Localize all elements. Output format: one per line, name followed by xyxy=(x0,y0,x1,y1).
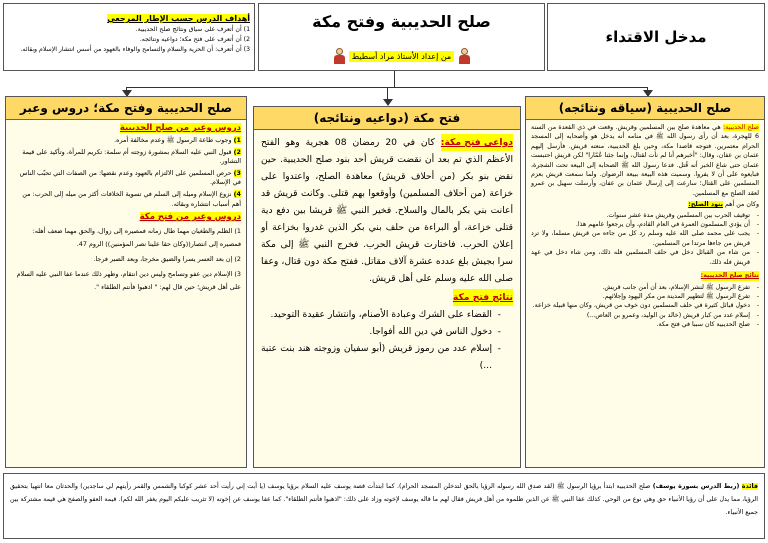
lesson-goals-box xyxy=(3,3,255,71)
list-item: - توقيف الحرب بين المسلمين وقريش مدة عشر سنوات. xyxy=(531,211,759,220)
list-item: - من شاء من القبائل دخل في حلف المسلمين فله ذلك، ومن شاء دخل في عهد قريش فله ذلك. xyxy=(531,248,759,267)
lesson-title: صلح الحديبية وفتح مكة xyxy=(312,12,491,31)
list-item: - دخول الناس في دين الله أفواجا. xyxy=(261,323,501,340)
connector-line xyxy=(394,71,395,87)
prepared-by: من إعداد الأستاذ مراد أسطيط xyxy=(349,51,454,62)
lesson-item: 3) حرص المسلمين على الالتزام بالعهود وعدم نقضها: من الصفات التي تحبّب الناس في الإسلام. xyxy=(19,168,241,187)
lesson-intro-label: مدخل الاقتداء xyxy=(605,28,707,46)
lesson-item: 4) نزوع الإسلام وميله إلى السلم في تسوية الخلافات أكثر من ميله إلى الحرب: من أهم أسباب انتشاره وبقائه. xyxy=(22,189,241,208)
list-item: - أن يؤدي المسلمون العمرة في العام القادم، وأن يرجعوا عامهم هذا. xyxy=(531,220,759,229)
goal-item: 2) أن أتعرف على فتح مكة؛ دواعيه ونتائجه. xyxy=(139,36,250,43)
lesson-intro-box xyxy=(547,3,765,71)
lesson-title-box xyxy=(258,3,545,71)
causes-text: كان في 20 رمضان 08 هجرية وهو الفتح الأعظم الذي تم بعد أن نقضت قريش أحد بنود صلح الحديبية. حين نقض بنو بكر (من أحلاف قريش) معاهدة الصلح، واعتدوا على خزاعة (من أحلاف المسلمين) وأوقعوا بهم قتلى. وكانت قريش قد أعانت بني بكر بالمال والسلاح. فخير النبي ﷺ قريشا بين دفع دية قتلى خزاعة، أو البراءة من حلف بني بكر الذين غدروا بخزاعة أو إعلان الحرب. فاختارت قريش الحرب. فخرج النبي ﷺ إلى مكة سرا بجيش بلغ عدده عشرة آلاف مقاتل. ففتح مكة دون قتال، وعفا صلى الله عليه وسلم على أهل قريش. xyxy=(261,137,513,284)
conquest-results-label: نتائج فتح مكة xyxy=(453,289,513,306)
list-item: - صلح الحديبية كان سببا في فتح مكة. xyxy=(531,320,759,329)
conquest-results-list xyxy=(261,306,513,374)
conquest-column xyxy=(253,106,521,468)
teacher-avatar-icon xyxy=(458,48,470,64)
list-item: - إسلام عدد من رموز قريش (أبو سفيان وزوجته هند بنت عتبة ...) xyxy=(261,340,501,374)
lesson-item: 1) الظلم والطغيان مهما طال زمانه فمصيره إلى زوال، والحق مهما ضعف أهله: فمصيره إلى انتصار((وكان حقا علينا نصر المؤمنين)) الروم 47. xyxy=(32,227,241,249)
terms-label: بنود الصلح: xyxy=(688,201,723,209)
lesson-item: 1) وجوب طاعة الرسول ﷺ وعدم مخالفة أمره. xyxy=(114,136,241,144)
terms-heading-row xyxy=(531,200,759,209)
list-item: - دخول قبائل كثيرة في حلف المسلمين دون خوف من قريش، وكان منها قبيلة خزاعة. xyxy=(531,301,759,310)
goals-title: أهداف الدرس حسب الإطار المرجعي xyxy=(107,14,250,23)
goal-item: 1) أن أتعرف على سياق ونتائج صلح الحديبية. xyxy=(135,26,250,33)
summary-box xyxy=(3,473,765,539)
results-list xyxy=(531,283,759,330)
summary-label: فائدة xyxy=(741,483,758,490)
prepared-by-row xyxy=(279,48,524,64)
list-item: - القضاء على الشرك وعبادة الأصنام، وانتشار عقيدة التوحيد. xyxy=(261,306,501,323)
list-item: - تفرغ الرسول ﷺ لتطهير المدينة من مكر اليهود وإجلائهم. xyxy=(531,292,759,301)
column-heading: صلح الحديبية (سياقه ونتائجه) xyxy=(526,97,764,120)
teacher-avatar-icon xyxy=(333,48,345,64)
list-item: - تفرغ الرسول ﷺ لنشر الإسلام، بعد أن أمن جانب قريش. xyxy=(531,283,759,292)
column-heading: فتح مكة (دواعيه ونتائجه) xyxy=(254,107,520,130)
lesson-item: 2) قبول النبي عليه السلام بمشورة زوجته أم سلمة: تكريم للمرأة، وتأكيد على قيمة التشاور. xyxy=(22,147,241,166)
results-label: نتائج صلح الحديبية: xyxy=(700,272,759,280)
section-label: دروس وعبر من فتح مكة xyxy=(139,212,241,223)
list-item: - إسلام عدد من كبار قريش (خالد بن الوليد، وعمرو بن العاص...) xyxy=(531,311,759,320)
summary-text: صلح الحديبية ابتدأ برؤيا الرسول ﷺ (لقد صدق الله رسوله الرؤيا بالحق لتدخلن المسجد الحرام). كما ابتدأت قصة يوسف عليه السلام برؤيا يوسف (يا أبت إني رأيت أحد عشر كوكبا والشمس والقمر رأيتهم لي ساجدين) والحدثان معا انتهيا بتحقيق الرؤيا، مما يدل على أن رؤيا الأنبياء حق وهي نوع من الوحي. كذلك عفا النبي ﷺ عن الذين ظلموه من أهل قريش فقال لهم ما قاله يوسف لإخوته وزاد على ذلك: "اذهبوا فأنتم الطلقاء". كما عفا يوسف عن إخوته (لا تثريب عليكم اليوم يغفر الله لكم). قيمة العفو والصفح هي قيمة مشتركة بين جميع الأنبياء. xyxy=(10,483,758,516)
conquest-causes xyxy=(261,134,513,287)
lesson-item: 2) إن بعد العسر يسرا والضيق مخرجا، وبعد الصبر فرجا. xyxy=(93,255,241,264)
lessons-column xyxy=(5,96,247,468)
terms-lead: وكان من أهم xyxy=(724,201,759,209)
column-heading: صلح الحديبية وفتح مكة؛ دروس وعبر xyxy=(6,97,246,120)
arrow-down-icon xyxy=(383,99,393,106)
terms-list xyxy=(531,211,759,267)
lesson-item: 3) الإسلام دين عفو وتسامح وليس دين انتقام، وظهر ذلك عندما عفا النبي عليه السلام على أهل قريش؛ حين قال لهم: " اذهبوا فأنتم الطلقاء ". xyxy=(16,270,241,292)
section-label: دروس وعبر من صلح الحديبية xyxy=(119,123,241,133)
summary-link-label: (ربط الدرس بسورة يوسف) xyxy=(652,483,740,490)
intro-label: صلح الحديبية: xyxy=(723,124,759,131)
goal-item: 3) أن أتعرف: أن الحرية والسلام والتسامح والوفاء بالعهود من أسس انتشار الإسلام وبقائه. xyxy=(20,46,250,53)
causes-label: دواعي فتح مكة: xyxy=(441,134,513,151)
hudaybiyyah-intro xyxy=(531,123,759,198)
list-item: - يجب على محمد صلى الله عليه وسلم رد كل من جاءه من قريش مسلما، ولا ترد قريش من جاءها مرتدا من المسلمين. xyxy=(531,229,759,248)
intro-text: هي معاهدة صلح بين المسلمين وقريش. وقعت في ذي القعدة من السنة 6 للهجرة، بعد أن رأى رسول الله ﷺ في منامه أنه يدخل هو وأصحابه إلى المسجد الحرام معتمرين. فتوجه قاصدا مكة، وحين بلغ الحديبية، منعته قريش. فأرسل إليهم عثمان بن عفان، وقال: "أخبرهم أنا لم نأت لقتال، وإنما جئنا عُمّارا" لكن قريش احتبست عثمان حتى شاع الخبر أنه قُتل. فدعا رسول الله ﷺ الصحابة إلى البيعة تحت الشجرة، فبايعوه على أن لا يفروا. وسميت هذه البيعة ببيعة الرضوان. ولما سمعت قريش بعزم المسلمين على القتال؛ سارعت إلى إرسال عثمان بن عفان، وأرسلت سهيل بن عمرو لعقد الصلح مع المسلمين. xyxy=(531,124,759,197)
connector-line xyxy=(387,87,388,99)
hudaybiyyah-column xyxy=(525,96,765,468)
